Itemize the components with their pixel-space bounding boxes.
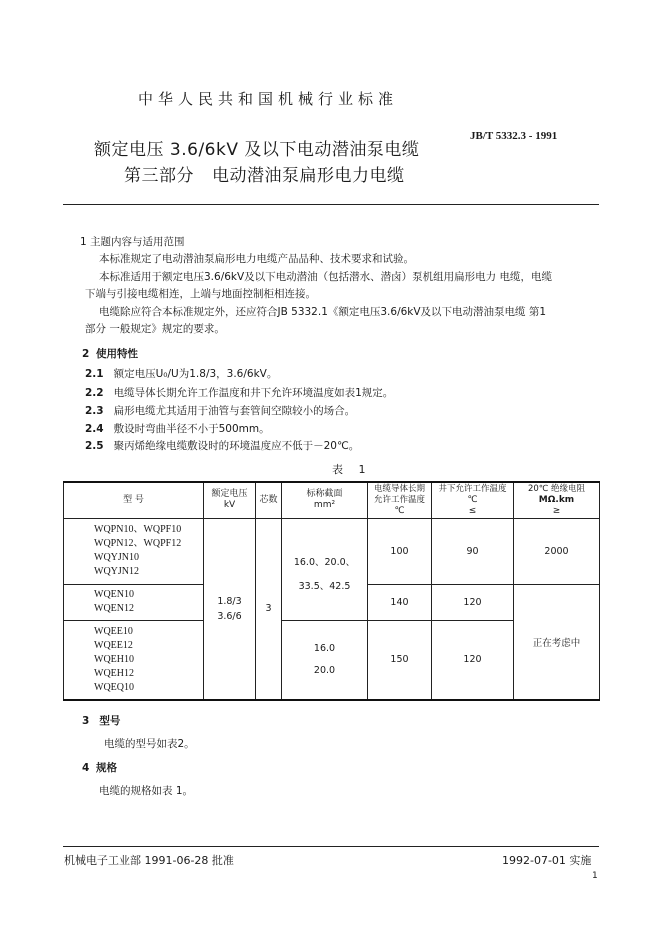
model-name: WQEN10 xyxy=(94,589,134,600)
item-text: 额定电压U₀/U为1.8/3，3.6/6kV。 xyxy=(113,368,278,380)
header-well-temp-label: 井下允许工作温度 xyxy=(438,483,507,494)
header-insulation-unit: MΩ.km xyxy=(538,494,575,505)
header-voltage xyxy=(204,482,256,518)
insulation-note-cell: 正在考虑中 xyxy=(514,584,600,700)
item-text: 聚丙烯绝缘电缆敷设时的环境温度应不低于－20℃。 xyxy=(113,440,360,452)
model-name: WQPN12、WQPF12 xyxy=(94,538,182,549)
model-name: WQEE10 xyxy=(94,625,133,637)
footer-divider xyxy=(63,846,599,847)
header-insulation-sign: ≥ xyxy=(552,505,561,516)
header-section xyxy=(282,482,368,518)
section-3-title: 型号 xyxy=(99,715,121,727)
header-cores: 芯数 xyxy=(256,482,282,518)
section-3-text: 电缆的型号如表2。 xyxy=(104,738,195,750)
section-value: 20.0 xyxy=(313,664,336,676)
model-name: WQEQ10 xyxy=(94,681,134,693)
conductor-temp-cell: 100 xyxy=(368,518,432,584)
spec-table xyxy=(63,481,600,701)
conductor-temp-cell: 150 xyxy=(368,620,432,700)
table-row xyxy=(64,518,600,584)
header-section-label: 标称截面 xyxy=(306,489,343,500)
header-voltage-unit: kV xyxy=(223,500,236,511)
header-voltage-label: 额定电压 xyxy=(211,489,248,500)
insulation-cell: 2000 xyxy=(514,518,600,584)
header-conductor-temp-l2: 允许工作温度 xyxy=(373,494,425,505)
item-text: 电缆导体长期允许工作温度和井下允许环境温度如表1规定。 xyxy=(113,387,394,399)
well-temp-cell: 120 xyxy=(432,620,514,700)
implementation-line: 1992-07-01 实施 xyxy=(502,854,592,867)
section-4-title: 规格 xyxy=(96,762,117,774)
standard-code: JB/T 5332.3 - 1991 xyxy=(470,130,558,142)
table-caption: 表 1 xyxy=(332,463,372,476)
model-cell xyxy=(64,584,204,620)
header-well-temp-unit: ℃ xyxy=(467,494,478,505)
section-3-heading xyxy=(82,713,120,728)
item-2-4 xyxy=(85,421,270,437)
standard-category: 中华人民共和国机械行业标准 xyxy=(138,90,399,108)
item-2-3 xyxy=(85,403,355,419)
section-1-paragraph-3a: 电缆除应符合本标准规定外，还应符合JB 5332.1《额定电压3.6/6kV及以下电动潜油泵电缆 第1 xyxy=(99,306,547,318)
model-cell xyxy=(64,518,204,584)
item-number: 2.1 xyxy=(85,368,104,380)
header-divider xyxy=(63,204,599,205)
voltage-cell xyxy=(204,518,256,700)
approval-line: 机械电子工业部 1991-06-28 批准 xyxy=(64,854,234,867)
section-4-heading xyxy=(82,760,117,775)
item-text: 扁形电缆尤其适用于油管与套管间空隙较小的场合。 xyxy=(113,405,356,417)
section-4-text: 电缆的规格如表 1。 xyxy=(99,785,194,797)
model-name: WQEE12 xyxy=(94,639,133,651)
header-insulation-label: 20℃ 绝缘电阻 xyxy=(527,483,586,494)
header-well-temp xyxy=(432,482,514,518)
section-cell xyxy=(282,518,368,620)
voltage-value: 1.8/3 xyxy=(217,595,242,607)
header-section-unit: mm² xyxy=(313,500,336,511)
section-2-heading xyxy=(82,346,138,361)
section-1-paragraph-1: 本标准规定了电动潜油泵扁形电力电缆产品品种、技术要求和试验。 xyxy=(99,253,414,265)
item-2-1 xyxy=(85,366,277,382)
cores-cell: 3 xyxy=(256,518,282,700)
section-4-number: 4 xyxy=(82,762,90,774)
document-title-line2 xyxy=(124,161,405,186)
title-subtitle: 电动潜油泵扁形电力电缆 xyxy=(212,166,405,186)
header-well-temp-sign: ≤ xyxy=(468,505,477,516)
header-insulation xyxy=(514,482,600,518)
document-title-line1: 额定电压 3.6/6kV 及以下电动潜油泵电缆 xyxy=(94,140,420,160)
section-value: 33.5、42.5 xyxy=(298,580,351,592)
item-2-2 xyxy=(85,385,393,401)
section-value: 16.0、20.0、 xyxy=(293,556,356,568)
well-temp-cell: 120 xyxy=(432,584,514,620)
model-name: WQEH12 xyxy=(94,667,134,679)
item-number: 2.4 xyxy=(85,423,104,435)
header-conductor-temp xyxy=(368,482,432,518)
well-temp-cell: 90 xyxy=(432,518,514,584)
model-name: WQYJN10 xyxy=(94,552,139,563)
model-name: WQPN10、WQPF10 xyxy=(94,524,182,535)
header-conductor-temp-unit: ℃ xyxy=(394,505,405,516)
item-2-5 xyxy=(85,438,359,454)
conductor-temp-cell: 140 xyxy=(368,584,432,620)
voltage-value: 3.6/6 xyxy=(217,610,242,622)
section-cell xyxy=(282,620,368,700)
model-cell xyxy=(64,620,204,700)
title-part: 第三部分 xyxy=(124,166,194,186)
section-1-paragraph-2a: 本标准适用于额定电压3.6/6kV及以下电动潜油（包括潜水、潜卤）泵机组用扁形电力 电缆，电缆 xyxy=(99,271,553,283)
section-1-paragraph-2b: 下端与引接电缆相连，上端与地面控制柜相连接。 xyxy=(85,288,316,300)
model-name: WQEN12 xyxy=(94,603,134,614)
section-2-number: 2 xyxy=(82,348,90,360)
model-name: WQYJN12 xyxy=(94,566,139,577)
item-number: 2.3 xyxy=(85,405,104,417)
item-number: 2.5 xyxy=(85,440,104,452)
section-1-paragraph-3b: 部分 一般规定》规定的要求。 xyxy=(85,323,225,335)
model-name: WQEH10 xyxy=(94,653,134,665)
table-header-row xyxy=(64,482,600,518)
section-2-title: 使用特性 xyxy=(96,348,138,360)
item-text: 敷设时弯曲半径不小于500mm。 xyxy=(113,423,270,435)
section-3-number: 3 xyxy=(82,715,90,727)
section-1-heading: 1 主题内容与适用范围 xyxy=(80,236,185,248)
item-number: 2.2 xyxy=(85,387,104,399)
header-conductor-temp-l1: 电缆导体长期 xyxy=(373,483,425,494)
header-model: 型 号 xyxy=(64,482,204,518)
section-value: 16.0 xyxy=(313,642,336,654)
page-number: 1 xyxy=(592,871,598,881)
